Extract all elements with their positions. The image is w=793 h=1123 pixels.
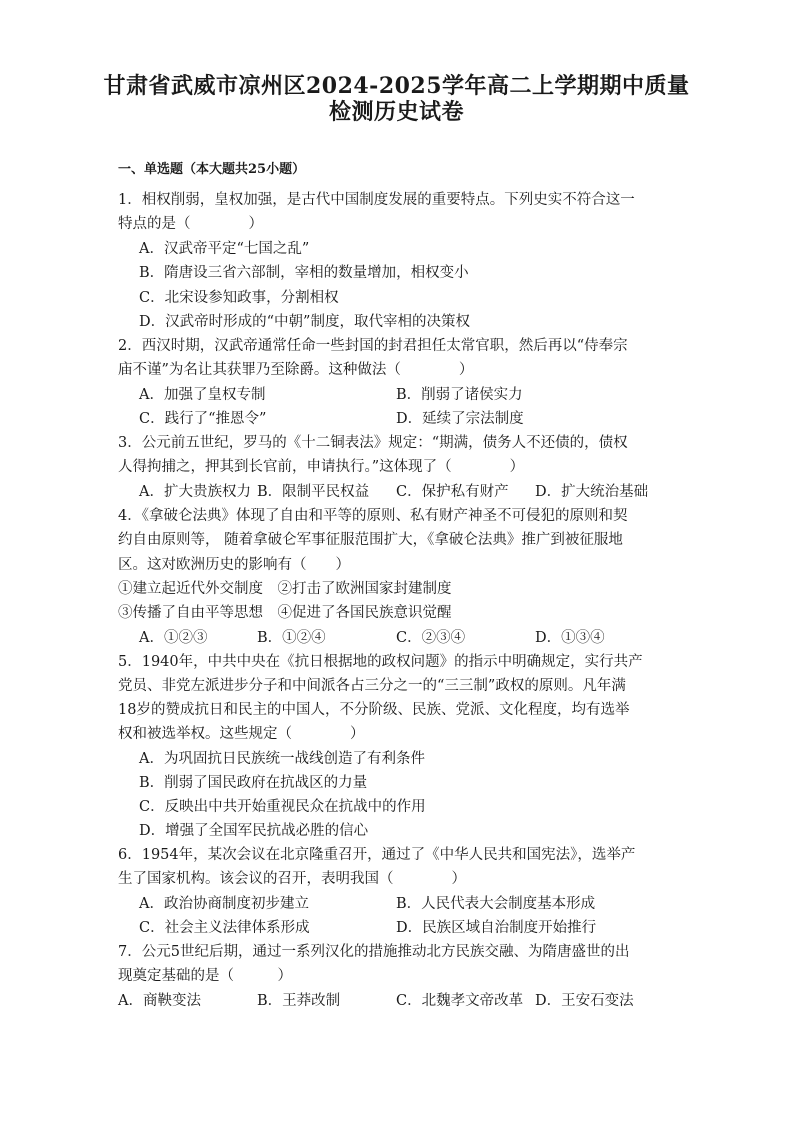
question-stem-line: 生了国家机构。该会议的召开，表明我国（ ） — [118, 871, 466, 887]
option-a: A．政治协商制度初步建立 — [139, 896, 309, 912]
question-stem-line: ③传播了自由平等思想 ④促进了各国民族意识觉醒 — [118, 605, 452, 621]
option-a: A．加强了皇权专制 — [139, 387, 266, 403]
option-d: D．增强了全国军民抗战必胜的信心 — [139, 823, 369, 839]
option-a: A．商鞅变法 — [118, 993, 201, 1009]
option-a: A．汉武帝平定“七国之乱” — [139, 241, 310, 257]
option-c: C．践行了“推恩令” — [139, 411, 267, 427]
option-d: D．①③④ — [535, 630, 605, 646]
question-stem-line: ①建立起近代外交制度 ②打击了欧洲国家封建制度 — [118, 581, 452, 597]
option-c: C．反映出中共开始重视民众在抗战中的作用 — [139, 799, 426, 815]
question-stem-line: 现奠定基础的是（ ） — [118, 968, 292, 984]
option-b: B．削弱了国民政府在抗战区的力量 — [139, 775, 368, 791]
question-stem-line: 3．公元前五世纪，罗马的《十二铜表法》规定：“期满，债务人不还债的，债权 — [118, 435, 628, 451]
option-b: B．人民代表大会制度基本形成 — [396, 896, 596, 912]
option-d: D．延续了宗法制度 — [396, 411, 524, 427]
question-stem-line: 4．《拿破仑法典》体现了自由和平等的原则、私有财产神圣不可侵犯的原则和契 — [118, 508, 628, 524]
option-a: A．①②③ — [139, 630, 208, 646]
option-b: B．①②④ — [257, 630, 326, 646]
option-c: C．保护私有财产 — [396, 484, 509, 500]
question-stem-line: 18岁的赞成抗日和民主的中国人，不分阶级、民族、党派、文化程度，均有选举 — [118, 702, 630, 718]
option-d: D．民族区域自治制度开始推行 — [396, 920, 597, 936]
option-c: C．北宋设参知政事，分割相权 — [139, 290, 339, 306]
question-stem-line: 5．1940年，中共中央在《抗日根据地的政权问题》的指示中明确规定，实行共产 — [118, 654, 643, 670]
question-stem-line: 2．西汉时期，汉武帝通常任命一些封国的封君担任太常官职，然后再以“侍奉宗 — [118, 338, 628, 354]
option-b: B．限制平民权益 — [257, 484, 370, 500]
question-stem-line: 特点的是（ ） — [118, 216, 263, 232]
question-stem-line: 权和被选举权。这些规定（ ） — [118, 726, 365, 742]
question-stem-line: 6．1954年，某次会议在北京隆重召开，通过了《中华人民共和国宪法》，选举产 — [118, 847, 636, 863]
question-stem-line: 党员、非党左派进步分子和中间派各占三分之一的“三三制”政权的原则。凡年满 — [118, 678, 626, 694]
option-a: A．扩大贵族权力 — [139, 484, 251, 500]
question-stem-line: 7．公元5世纪后期，通过一系列汉化的措施推动北方民族交融、为隋唐盛世的出 — [118, 944, 630, 960]
question-stem-line: 庙不谨”为名让其获罪乃至除爵。这种做法（ ） — [118, 362, 474, 378]
question-stem-line: 人得拘捕之，押其到长官前，申请执行。”这体现了（ ） — [118, 459, 525, 475]
exam-title-line-1: 甘肃省武威市凉州区2024-2025学年高二上学期期中质量 — [103, 73, 690, 99]
exam-title-line-2: 检测历史试卷 — [328, 99, 464, 125]
option-b: B．削弱了诸侯实力 — [396, 387, 523, 403]
option-c: C．社会主义法律体系形成 — [139, 920, 310, 936]
question-stem-line: 1．相权削弱，皇权加强，是古代中国制度发展的重要特点。下列史实不符合这一 — [118, 192, 635, 208]
option-b: B．隋唐设三省六部制，宰相的数量增加，相权变小 — [139, 265, 469, 281]
option-a: A．为巩固抗日民族统一战线创造了有利条件 — [139, 751, 425, 767]
option-b: B．王莽改制 — [257, 993, 341, 1009]
option-d: D．汉武帝时形成的“中朝”制度，取代宰相的决策权 — [139, 314, 470, 330]
question-stem-line: 区。这对欧洲历史的影响有（ ） — [118, 557, 350, 573]
section-header: 一、单选题（本大题共25小题） — [118, 162, 306, 177]
option-c: C．②③④ — [396, 630, 466, 646]
option-d: D．扩大统治基础 — [535, 484, 649, 500]
option-d: D．王安石变法 — [535, 993, 634, 1009]
question-stem-line: 约自由原则等， 随着拿破仑军事征服范围扩大，《拿破仑法典》推广到被征服地 — [118, 532, 623, 548]
option-c: C．北魏孝文帝改革 — [396, 993, 524, 1009]
